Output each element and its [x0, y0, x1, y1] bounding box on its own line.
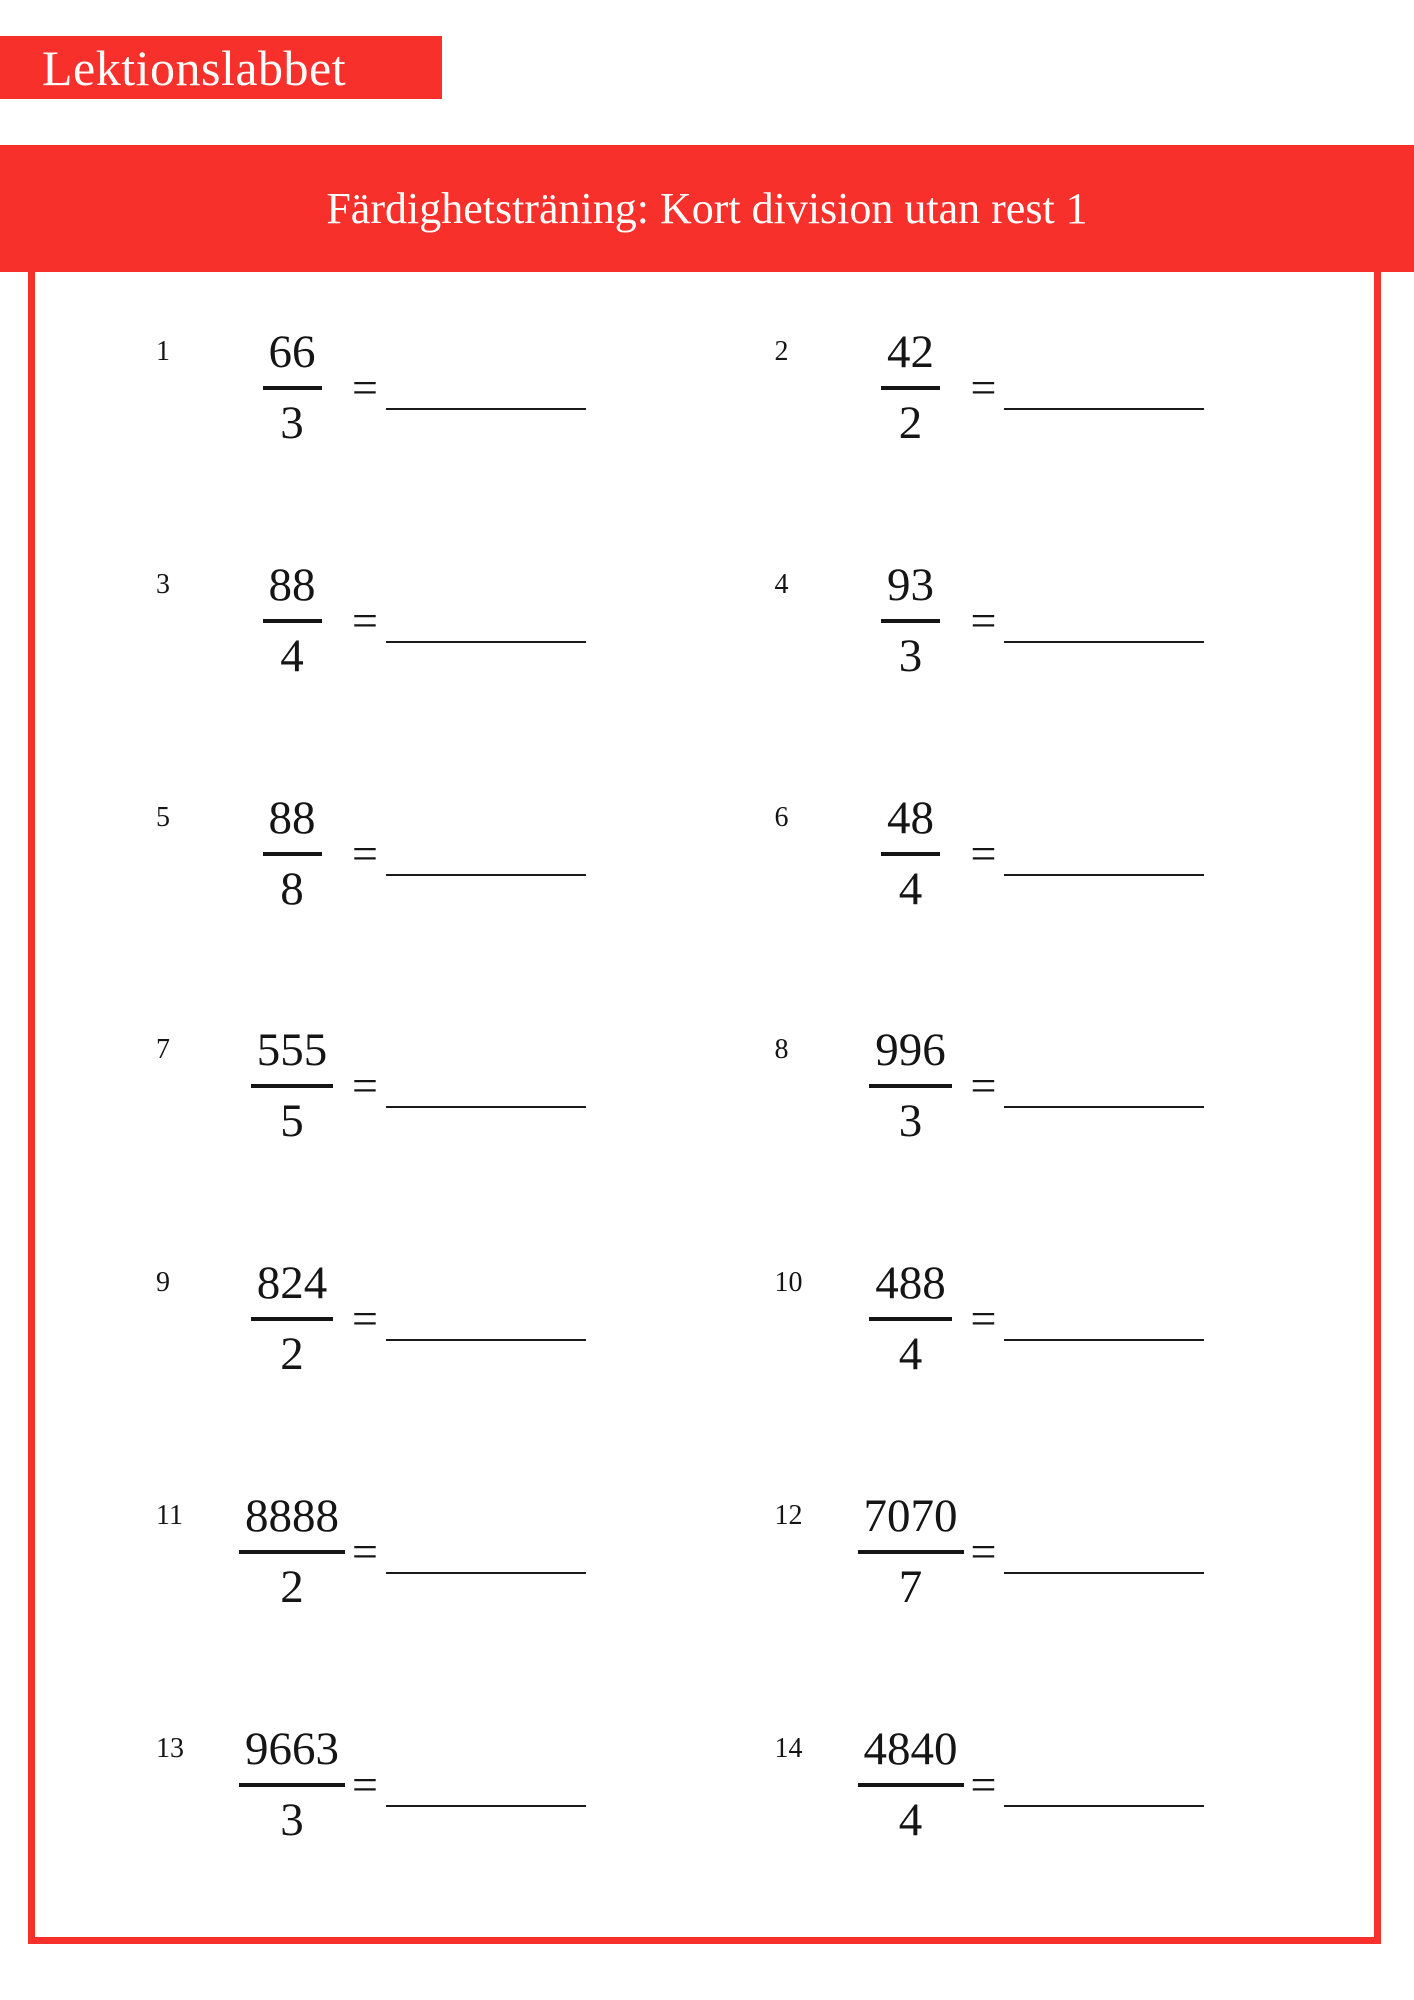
- problem-number: 5: [156, 801, 170, 833]
- fraction-numerator: 48: [881, 795, 940, 856]
- answer-line: [1004, 1572, 1204, 1574]
- equals-sign: =: [970, 1758, 997, 1810]
- fraction-numerator: 996: [869, 1027, 952, 1088]
- fraction-denominator: 3: [898, 630, 923, 683]
- answer-line: [386, 1339, 586, 1341]
- equals-sign: =: [970, 362, 997, 414]
- answer-line: [1004, 1106, 1204, 1108]
- problem-number: 4: [774, 569, 789, 601]
- fraction-denominator: 5: [280, 1095, 304, 1148]
- answer-line: [386, 1805, 586, 1807]
- answer-line: [386, 408, 586, 410]
- fraction: [859, 326, 963, 450]
- fraction-stack: [869, 1024, 952, 1148]
- fraction-numerator: 8888: [239, 1493, 345, 1554]
- fraction-numerator: 42: [881, 329, 940, 390]
- answer-line: [386, 874, 586, 876]
- problem-cell: [35, 737, 705, 970]
- problem-number: 11: [156, 1499, 183, 1531]
- fraction-stack: [263, 559, 322, 683]
- fraction-stack: [881, 559, 940, 683]
- fraction: [859, 791, 963, 915]
- fraction-stack: [263, 326, 322, 450]
- answer-line: [1004, 874, 1204, 876]
- fraction: [240, 1489, 344, 1613]
- problem-cell: [35, 1203, 705, 1436]
- problem-cell: [705, 1436, 1375, 1669]
- fraction-denominator: 2: [280, 1560, 304, 1613]
- equals-sign: =: [970, 595, 997, 647]
- answer-line: [1004, 1339, 1204, 1341]
- fraction: [240, 326, 344, 450]
- problem-cell: [35, 970, 705, 1203]
- fraction-denominator: 3: [280, 397, 304, 450]
- logo-text: Lektionslabbet: [42, 39, 347, 96]
- fraction: [240, 559, 344, 683]
- answer-line: [386, 1572, 586, 1574]
- problem-number: 12: [774, 1499, 803, 1531]
- fraction: [240, 1257, 344, 1381]
- equals-sign: =: [352, 595, 378, 647]
- fraction-numerator: 824: [251, 1260, 334, 1321]
- fraction-denominator: 4: [280, 630, 304, 683]
- fraction-denominator: 7: [898, 1560, 923, 1613]
- problem-number: 8: [774, 1034, 789, 1066]
- fraction-numerator: 66: [263, 329, 322, 390]
- fraction: [859, 1489, 963, 1613]
- problem-cell: [35, 1436, 705, 1669]
- fraction-stack: [239, 1489, 345, 1613]
- answer-line: [386, 1106, 586, 1108]
- fraction: [240, 791, 344, 915]
- answer-line: [1004, 641, 1204, 643]
- problem-cell: [705, 737, 1375, 970]
- fraction: [859, 1024, 963, 1148]
- logo-badge: [0, 36, 442, 99]
- problems-grid: [35, 272, 1374, 1937]
- problem-number: 1: [156, 336, 170, 368]
- equals-sign: =: [352, 1758, 378, 1810]
- equals-sign: =: [970, 1060, 997, 1112]
- fraction: [859, 1722, 963, 1846]
- problem-number: 14: [774, 1732, 803, 1764]
- equals-sign: =: [970, 1293, 997, 1345]
- fraction-denominator: 4: [898, 862, 923, 915]
- problem-cell: [35, 505, 705, 738]
- fraction-numerator: 4840: [858, 1726, 964, 1787]
- problem-number: 2: [774, 336, 789, 368]
- worksheet-title: Färdighetsträning: Kort division utan rest 1: [326, 183, 1088, 233]
- problem-number: 13: [156, 1732, 184, 1764]
- fraction-numerator: 7070: [858, 1493, 964, 1554]
- fraction-numerator: 88: [263, 795, 322, 856]
- fraction-numerator: 93: [881, 562, 940, 623]
- fraction: [859, 559, 963, 683]
- problem-cell: [705, 1203, 1375, 1436]
- fraction-stack: [858, 1722, 964, 1846]
- problem-number: 9: [156, 1267, 170, 1299]
- problem-number: 3: [156, 569, 170, 601]
- fraction-numerator: 9663: [239, 1726, 345, 1787]
- fraction-stack: [881, 791, 940, 915]
- equals-sign: =: [352, 827, 378, 879]
- problem-cell: [35, 272, 705, 505]
- equals-sign: =: [352, 1293, 378, 1345]
- fraction-denominator: 3: [280, 1793, 304, 1846]
- problem-cell: [705, 505, 1375, 738]
- equals-sign: =: [970, 827, 997, 879]
- worksheet-frame: [28, 272, 1381, 1944]
- equals-sign: =: [352, 1060, 378, 1112]
- fraction-denominator: 4: [898, 1328, 923, 1381]
- answer-line: [1004, 408, 1204, 410]
- fraction-numerator: 488: [869, 1260, 952, 1321]
- problem-cell: [705, 1668, 1375, 1901]
- problem-cell: [705, 272, 1375, 505]
- fraction-stack: [239, 1722, 345, 1846]
- problem-number: 7: [156, 1034, 170, 1066]
- fraction-denominator: 2: [280, 1328, 304, 1381]
- title-banner: [0, 145, 1414, 272]
- fraction-stack: [251, 1257, 334, 1381]
- fraction-stack: [869, 1257, 952, 1381]
- problem-cell: [35, 1668, 705, 1901]
- fraction-denominator: 3: [898, 1095, 923, 1148]
- fraction-stack: [251, 1024, 334, 1148]
- answer-line: [386, 641, 586, 643]
- problem-number: 6: [774, 801, 789, 833]
- fraction-numerator: 555: [251, 1027, 334, 1088]
- fraction-stack: [858, 1489, 964, 1613]
- equals-sign: =: [970, 1525, 997, 1577]
- equals-sign: =: [352, 362, 378, 414]
- problem-cell: [705, 970, 1375, 1203]
- fraction-denominator: 2: [898, 397, 923, 450]
- fraction: [240, 1024, 344, 1148]
- fraction: [240, 1722, 344, 1846]
- fraction-numerator: 88: [263, 562, 322, 623]
- fraction-denominator: 8: [280, 862, 304, 915]
- fraction-stack: [881, 326, 940, 450]
- answer-line: [1004, 1805, 1204, 1807]
- problem-number: 10: [774, 1267, 803, 1299]
- fraction-denominator: 4: [898, 1793, 923, 1846]
- equals-sign: =: [352, 1525, 378, 1577]
- fraction-stack: [263, 791, 322, 915]
- fraction: [859, 1257, 963, 1381]
